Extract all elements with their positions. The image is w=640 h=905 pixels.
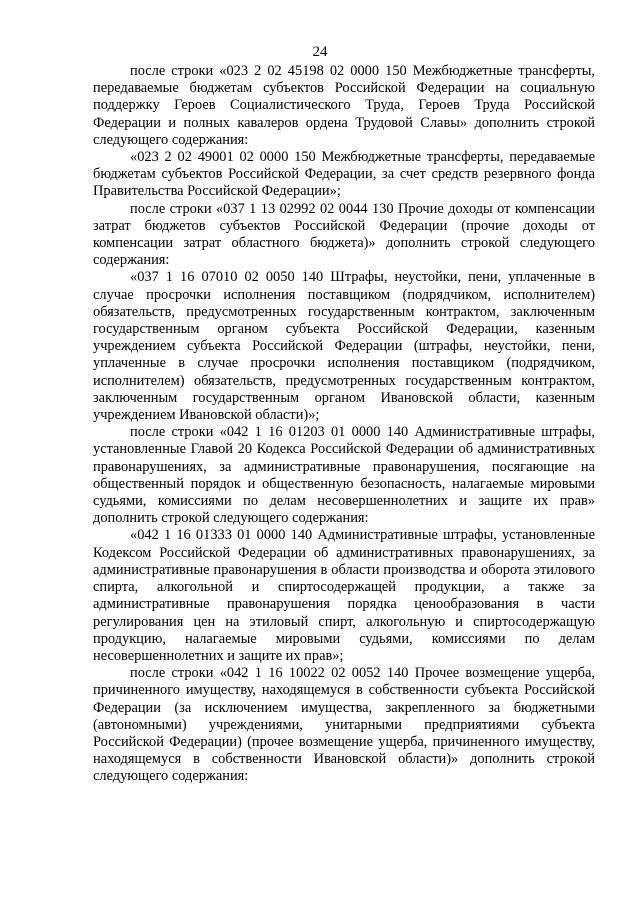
paragraph-3: после строки «037 1 13 02992 02 0044 130 Прочие доходы от компенсации затрат бюджетов субъектов Российской Федерации (прочие доходы от компенсации затрат областного бюджета)» дополнить строкой следующего содержания:	[93, 200, 595, 269]
document-body	[93, 63, 595, 786]
paragraph-4: «037 1 16 07010 02 0050 140 Штрафы, неустойки, пени, уплаченные в случае просрочки исполнения поставщиком (подрядчиком, исполнителем) обязательств, предусмотренных государственным контрактом, заключенным государственным органом субъекта Российской Федерации, казенным учреждением субъекта Российской Федерации (штрафы, неустойки, пени, уплаченные в случае просрочки исполнения поставщиком (подрядчиком, исполнителем) обязательств, предусмотренных государственным контрактом, заключенным государственным органом Ивановской области, казенным учреждением Ивановской области)»;	[93, 269, 595, 424]
paragraph-1: после строки «023 2 02 45198 02 0000 150 Межбюджетные трансферты, передаваемые бюджетам субъектов Российской Федерации на социальную поддержку Героев Социалистического Труда, Героев Труда Российской Федерации и полных кавалеров ордена Трудовой Славы» дополнить строкой следующего содержания:	[93, 63, 595, 148]
paragraph-5: после строки «042 1 16 01203 01 0000 140 Административные штрафы, установленные Главой 20 Кодекса Российской Федерации об административных правонарушениях, за административные правонарушения, посягающие на общественный порядок и общественную безопасность, налагаемые мировыми судьями, комиссиями по делам несовершеннолетних и защите их прав» дополнить строкой следующего содержания:	[93, 424, 595, 527]
paragraph-6: «042 1 16 01333 01 0000 140 Административные штрафы, установленные Кодексом Российской Федерации об административных правонарушениях, за административные правонарушения в области производства и оборота этилового спирта, алкогольной и спиртосодержащей продукции, а также за административные правонарушения порядка ценообразования в части регулирования цен на этиловый спирт, алкогольную и спиртосодержащую продукцию, налагаемые мировыми судьями, комиссиями по делам несовершеннолетних и защите их прав»;	[93, 527, 595, 664]
page-number: 24	[312, 44, 328, 60]
paragraph-7: после строки «042 1 16 10022 02 0052 140 Прочее возмещение ущерба, причиненного имуществу, находящемуся в собственности субъекта Российской Федерации (за исключением имущества, закрепленного за бюджетными (автономными) учреждениями, унитарными предприятиями субъекта Российской Федерации) (прочее возмещение ущерба, причиненного имуществу, находящемуся в собственности Ивановской области)» дополнить строкой следующего содержания:	[93, 665, 595, 785]
paragraph-2: «023 2 02 49001 02 0000 150 Межбюджетные трансферты, передаваемые бюджетам субъектов Российской Федерации, за счет средств резервного фонда Правительства Российской Федерации»;	[93, 149, 595, 200]
